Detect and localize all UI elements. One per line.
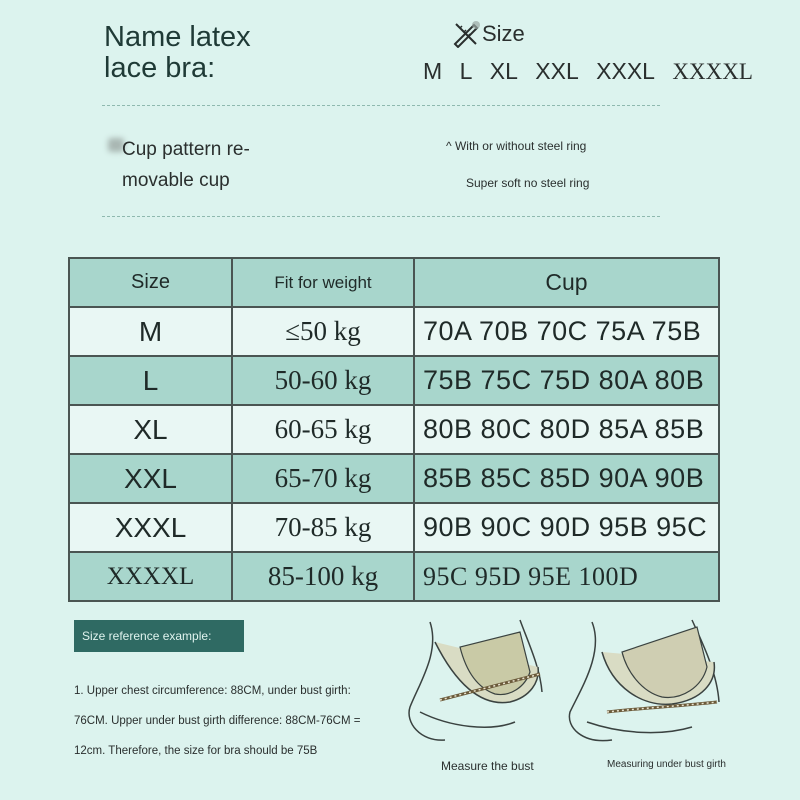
cell-cup: 75B 75C 75D 80A 80B (414, 356, 719, 405)
cell-size: XXXL (69, 503, 232, 552)
caption-measure-underbust: Measuring under bust girth (607, 759, 726, 770)
size-option: XXL (535, 58, 579, 84)
size-heading-label: Size (482, 21, 525, 46)
no-steel-ring-note: Super soft no steel ring (466, 176, 590, 190)
size-reference-explanation (74, 676, 384, 766)
cell-cup: 90B 90C 90D 95B 95C (414, 503, 719, 552)
cup-pattern-line2: movable cup (122, 170, 230, 191)
product-name-line2: lace bra: (104, 52, 216, 84)
size-chart-table (68, 257, 720, 602)
table-row (69, 454, 719, 503)
cell-size: XXXXL (69, 552, 232, 601)
steel-ring-note: ^ With or without steel ring (446, 139, 587, 153)
header-weight: Fit for weight (232, 258, 414, 307)
product-name (104, 22, 251, 84)
measure-underbust-illustration (562, 612, 727, 752)
explanation-line: 76CM. Upper under bust girth difference: 88CM-76CM = (74, 715, 361, 727)
cell-weight: ≤50 kg (232, 307, 414, 356)
table-header-row (69, 258, 719, 307)
divider (102, 105, 660, 106)
cup-pattern-text (122, 134, 272, 196)
measure-bust-illustration (400, 612, 550, 752)
size-option: XXXXL (672, 59, 753, 84)
cell-weight: 50-60 kg (232, 356, 414, 405)
table-row (69, 503, 719, 552)
header-size: Size (69, 258, 232, 307)
size-option: L (459, 58, 473, 84)
cell-size: M (69, 307, 232, 356)
divider (102, 216, 660, 217)
size-heading (452, 20, 525, 48)
cell-weight: 70-85 kg (232, 503, 414, 552)
cup-pattern-line1: Cup pattern re- (122, 139, 250, 160)
cell-cup: 70A 70B 70C 75A 75B (414, 307, 719, 356)
cell-cup: 95C 95D 95E 100D (414, 552, 719, 601)
cell-weight: 60-65 kg (232, 405, 414, 454)
cell-weight: 85-100 kg (232, 552, 414, 601)
explanation-line: 1. Upper chest circumference: 88CM, under bust girth: (74, 685, 351, 697)
cell-cup: 80B 80C 80D 85A 85B (414, 405, 719, 454)
cell-size: XL (69, 405, 232, 454)
table-row (69, 405, 719, 454)
header-cup: Cup (414, 258, 719, 307)
size-option: M (423, 58, 443, 84)
size-option: XL (489, 58, 518, 84)
table-row (69, 307, 719, 356)
cell-size: L (69, 356, 232, 405)
explanation-line: 12cm. Therefore, the size for bra should be 75B (74, 745, 318, 757)
product-name-line1: Name latex (104, 21, 251, 53)
table-row (69, 552, 719, 601)
size-list (423, 58, 753, 85)
cell-cup: 85B 85C 85D 90A 90B (414, 454, 719, 503)
table-row (69, 356, 719, 405)
caption-measure-bust: Measure the bust (441, 759, 534, 773)
size-option: XXXL (596, 58, 655, 84)
pencil-ruler-icon (452, 20, 480, 48)
cell-weight: 65-70 kg (232, 454, 414, 503)
cell-size: XXL (69, 454, 232, 503)
size-reference-label: Size reference example: (74, 620, 244, 652)
